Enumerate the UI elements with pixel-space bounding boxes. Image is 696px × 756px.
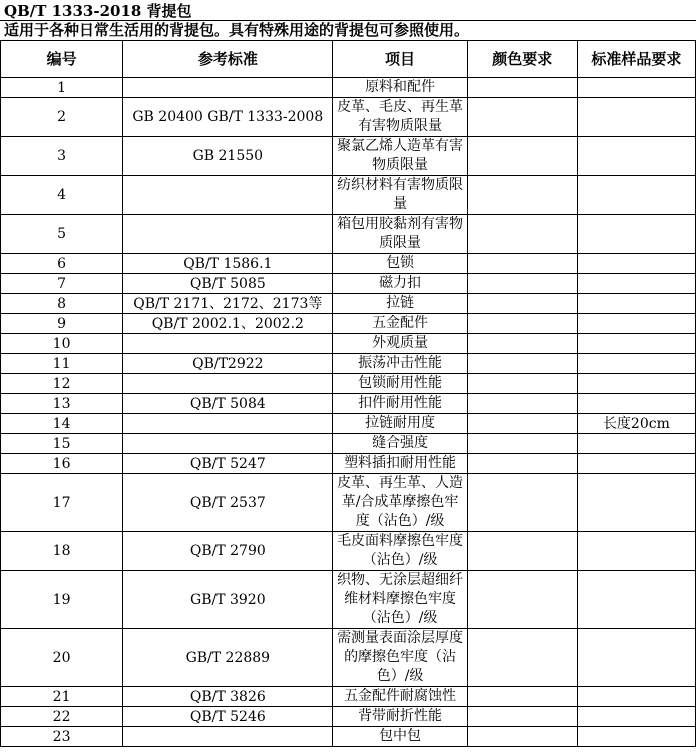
reference-standard: QB/T 2790: [123, 532, 333, 571]
reference-standard: [123, 215, 333, 254]
color-requirement: [467, 254, 577, 274]
row-number: 6: [1, 254, 123, 274]
row-number: 13: [1, 394, 123, 414]
table-row: [1, 254, 696, 274]
color-requirement: [467, 274, 577, 294]
sample-requirement: [577, 629, 695, 687]
row-number: 19: [1, 571, 123, 629]
test-item: 拉链: [333, 294, 467, 314]
column-header-reference-standard: 参考标准: [123, 41, 333, 78]
sample-requirement: [577, 137, 695, 176]
test-item: 包锁耐用性能: [333, 374, 467, 394]
table-row: [1, 294, 696, 314]
test-item: 原料和配件: [333, 78, 467, 98]
color-requirement: [467, 215, 577, 254]
reference-standard: QB/T 2537: [123, 474, 333, 532]
test-item: 需测量表面涂层厚度的摩擦色牢度（沾色）/级: [333, 629, 467, 687]
sample-requirement: [577, 374, 695, 394]
test-item: 外观质量: [333, 334, 467, 354]
reference-standard: QB/T 5084: [123, 394, 333, 414]
table-row: [1, 374, 696, 394]
table-row: [1, 727, 696, 747]
test-item: 包锁: [333, 254, 467, 274]
color-requirement: [467, 374, 577, 394]
test-item: 五金配件耐腐蚀性: [333, 687, 467, 707]
table-row: [1, 215, 696, 254]
sample-requirement: [577, 532, 695, 571]
table-row: [1, 687, 696, 707]
reference-standard: [123, 434, 333, 454]
sample-requirement: [577, 176, 695, 215]
sample-requirement: [577, 354, 695, 374]
color-requirement: [467, 474, 577, 532]
document-title: QB/T 1333-2018 背提包: [4, 2, 192, 20]
table-body: [1, 78, 696, 747]
row-number: 1: [1, 78, 123, 98]
reference-standard: [123, 374, 333, 394]
column-header-number: 编号: [1, 41, 123, 78]
scope-statement: 适用于各种日常生活用的背提包。具有特殊用途的背提包可参照使用。: [4, 21, 470, 39]
row-number: 9: [1, 314, 123, 334]
color-requirement: [467, 78, 577, 98]
table-row: [1, 176, 696, 215]
sample-requirement: [577, 474, 695, 532]
test-item: 拉链耐用度: [333, 414, 467, 434]
color-requirement: [467, 414, 577, 434]
reference-standard: [123, 176, 333, 215]
test-item: 皮革、毛皮、再生革有害物质限量: [333, 98, 467, 137]
color-requirement: [467, 294, 577, 314]
test-item: 塑料插扣耐用性能: [333, 454, 467, 474]
sample-requirement: [577, 215, 695, 254]
row-number: 23: [1, 727, 123, 747]
reference-standard: QB/T 2002.1、2002.2: [123, 314, 333, 334]
row-number: 10: [1, 334, 123, 354]
test-item: 磁力扣: [333, 274, 467, 294]
test-item: 箱包用胶黏剂有害物质限量: [333, 215, 467, 254]
table-row: [1, 314, 696, 334]
table-row: [1, 434, 696, 454]
table-row: [1, 98, 696, 137]
sample-requirement: [577, 434, 695, 454]
reference-standard: GB/T 3920: [123, 571, 333, 629]
row-number: 15: [1, 434, 123, 454]
table-row: [1, 414, 696, 434]
reference-standard: QB/T 5085: [123, 274, 333, 294]
color-requirement: [467, 434, 577, 454]
color-requirement: [467, 98, 577, 137]
reference-standard: GB/T 22889: [123, 629, 333, 687]
sample-requirement: [577, 254, 695, 274]
row-number: 18: [1, 532, 123, 571]
row-number: 14: [1, 414, 123, 434]
table-row: [1, 354, 696, 374]
sample-requirement: [577, 394, 695, 414]
table-row: [1, 334, 696, 354]
sample-requirement: [577, 707, 695, 727]
color-requirement: [467, 176, 577, 215]
reference-standard: [123, 78, 333, 98]
table-row: [1, 394, 696, 414]
sample-requirement: [577, 274, 695, 294]
table-row: [1, 454, 696, 474]
color-requirement: [467, 394, 577, 414]
table-header-row: [1, 41, 696, 78]
reference-standard: [123, 727, 333, 747]
reference-standard: [123, 414, 333, 434]
sample-requirement: 长度20cm: [577, 414, 695, 434]
reference-standard: QB/T 2171、2172、2173等: [123, 294, 333, 314]
sample-requirement: [577, 454, 695, 474]
reference-standard: GB 20400 GB/T 1333-2008: [123, 98, 333, 137]
reference-standard: QB/T 5246: [123, 707, 333, 727]
sample-requirement: [577, 334, 695, 354]
table-row: [1, 137, 696, 176]
reference-standard: QB/T2922: [123, 354, 333, 374]
table-row: [1, 274, 696, 294]
color-requirement: [467, 727, 577, 747]
column-header-item: 项目: [333, 41, 467, 78]
table-row: [1, 629, 696, 687]
test-item: 背带耐折性能: [333, 707, 467, 727]
row-number: 4: [1, 176, 123, 215]
row-number: 20: [1, 629, 123, 687]
table-row: [1, 532, 696, 571]
requirements-table: [0, 40, 696, 747]
color-requirement: [467, 629, 577, 687]
row-number: 11: [1, 354, 123, 374]
test-item: 纺织材料有害物质限量: [333, 176, 467, 215]
color-requirement: [467, 687, 577, 707]
reference-standard: GB 21550: [123, 137, 333, 176]
sample-requirement: [577, 78, 695, 98]
sample-requirement: [577, 571, 695, 629]
sample-requirement: [577, 727, 695, 747]
reference-standard: QB/T 1586.1: [123, 254, 333, 274]
row-number: 2: [1, 98, 123, 137]
color-requirement: [467, 571, 577, 629]
reference-standard: [123, 334, 333, 354]
row-number: 5: [1, 215, 123, 254]
row-number: 22: [1, 707, 123, 727]
column-header-sample-requirement: 标准样品要求: [577, 41, 695, 78]
test-item: 毛皮面料摩擦色牢度（沾色）/级: [333, 532, 467, 571]
test-item: 振荡冲击性能: [333, 354, 467, 374]
test-item: 皮革、再生革、人造革/合成革摩擦色牢度（沾色）/级: [333, 474, 467, 532]
row-number: 8: [1, 294, 123, 314]
row-number: 17: [1, 474, 123, 532]
reference-standard: QB/T 5247: [123, 454, 333, 474]
reference-standard: QB/T 3826: [123, 687, 333, 707]
sample-requirement: [577, 687, 695, 707]
color-requirement: [467, 314, 577, 334]
column-header-color-requirement: 颜色要求: [467, 41, 577, 78]
row-number: 21: [1, 687, 123, 707]
color-requirement: [467, 354, 577, 374]
sample-requirement: [577, 314, 695, 334]
test-item: 扣件耐用性能: [333, 394, 467, 414]
color-requirement: [467, 707, 577, 727]
color-requirement: [467, 334, 577, 354]
color-requirement: [467, 137, 577, 176]
test-item: 包中包: [333, 727, 467, 747]
color-requirement: [467, 532, 577, 571]
test-item: 聚氯乙烯人造革有害物质限量: [333, 137, 467, 176]
row-number: 3: [1, 137, 123, 176]
test-item: 缝合强度: [333, 434, 467, 454]
table-row: [1, 78, 696, 98]
test-item: 五金配件: [333, 314, 467, 334]
color-requirement: [467, 454, 577, 474]
row-number: 7: [1, 274, 123, 294]
table-row: [1, 707, 696, 727]
row-number: 16: [1, 454, 123, 474]
sample-requirement: [577, 98, 695, 137]
row-number: 12: [1, 374, 123, 394]
table-row: [1, 474, 696, 532]
test-item: 织物、无涂层超细纤维材料摩擦色牢度（沾色）/级: [333, 571, 467, 629]
table-row: [1, 571, 696, 629]
sample-requirement: [577, 294, 695, 314]
